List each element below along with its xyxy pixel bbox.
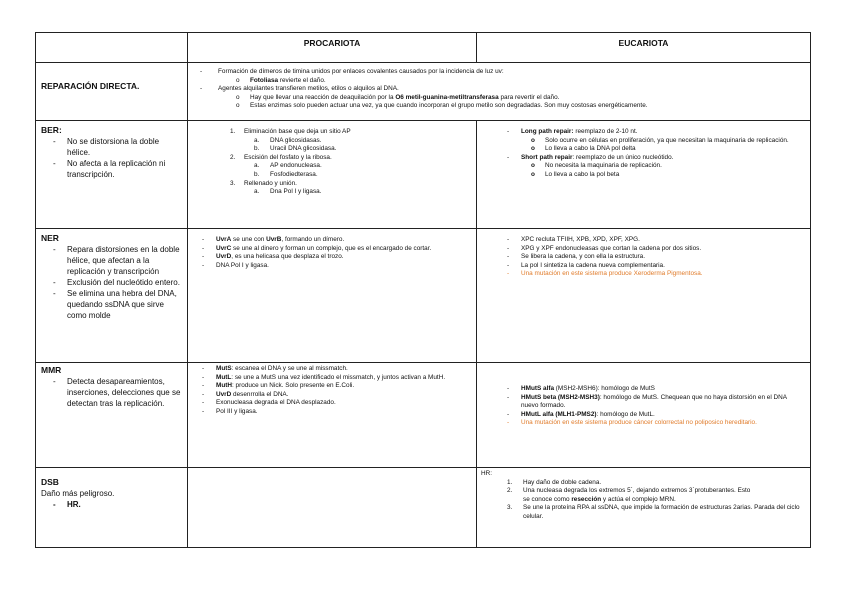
ner-euk-item: - La pol I sintetiza la cadena nueva complementaria. <box>507 261 665 269</box>
mmr-point: - Detecta desapareamientos, inserciones, delecciones que se detectan tras la replicación. <box>53 377 181 408</box>
ber-euk-sub: o Lo lleva a cabo la DNA pol delta <box>531 145 636 153</box>
mmr-euk-item: - HMutL alfa (MLH1-PMS2): homólogo de MutL. <box>507 410 655 418</box>
ner-euk-note: - Una mutación en este sistema produce Xeroderma Pigmentosa. <box>507 270 703 278</box>
ber-label-cell <box>36 121 188 229</box>
mmr-euk-note: - Una mutación en este sistema produce cáncer colorrectal no poliposico hereditario. <box>507 419 757 427</box>
mmr-euk-item: - HMutS beta (MSH2-MSH3): homólogo de MutS. Chequean que no haya distorsión en el DNA nuevo formado. <box>507 393 787 410</box>
direct-repair-label: REPARACIÓN DIRECTA. <box>41 81 140 91</box>
ner-point: - Se elimina una hebra del DNA, quedando ssDNA que sirve como molde <box>53 289 177 320</box>
ner-euk-item: - XPC recluta TFIIH, XPB, XPD, XPF, XPG. <box>507 236 640 243</box>
eukaryote-header: EUCARIOTA <box>477 33 811 63</box>
notes-table-page <box>35 32 810 568</box>
mmr-pro-item: - Exonucleasa degrada el DNA desplazado. <box>202 399 336 407</box>
mmr-euk-item: - HMutS alfa (MSH2-MSH6): homólogo de MutS <box>507 385 655 392</box>
ber-point: - No se distorsiona la doble hélice. <box>53 137 160 157</box>
ber-euk-item: - Short path repair: reemplazo de un único nucleótido. <box>507 153 674 161</box>
ber-pro-step: 1. Eliminación base que deja un sitio AP <box>230 128 351 135</box>
ber-prokaryote-cell <box>188 121 477 229</box>
ner-pro-item: - UvrD, es una helicasa que desplaza el trozo. <box>202 253 344 261</box>
dsb-euk-head: HR: <box>481 470 493 477</box>
prokaryote-header: PROCARIOTA <box>188 33 477 63</box>
ner-euk-item: - XPG y XPF endonucleasas que cortan la cadena por dos sitios. <box>507 244 702 252</box>
mmr-pro-item: - MutH: produce un Nick. Solo presente en E.Coli. <box>202 382 355 390</box>
ber-euk-sub: o No necesita la maquinaria de replicación. <box>531 162 662 170</box>
dsb-point: - HR. <box>53 500 81 509</box>
ner-prokaryote-cell <box>188 229 477 363</box>
dsb-eukaryote-cell <box>477 468 811 548</box>
dsb-prokaryote-cell <box>188 468 477 548</box>
mmr-pro-item: - MutL: se une a MutS una vez identificado el missmatch, y juntos activan a MutH. <box>202 373 446 381</box>
ber-pro-step: 2. Escisión del fosfato y la ribosa. <box>230 153 332 161</box>
ner-pro-item: - DNA Pol I y ligasa. <box>202 261 269 269</box>
mmr-pro-item: - UvrD desenrrolla el DNA. <box>202 390 289 398</box>
ber-pro-sub: a. Dna Pol I y ligasa. <box>254 188 322 196</box>
ber-eukaryote-cell <box>477 121 811 229</box>
direct-line: - Formación de dímeros de timina unidos por enlaces covalentes causados por la incidencia de luz uv: <box>200 68 504 75</box>
dna-repair-table <box>35 32 811 548</box>
ber-pro-sub: a. DNA glicosidasas. <box>254 136 322 144</box>
direct-repair-row <box>36 63 811 121</box>
mmr-pro-item: - MutS: escanea el DNA y se une al missmatch. <box>202 365 348 372</box>
dsb-row <box>36 468 811 548</box>
ner-point: - Repara distorsiones en la doble hélice, que afectan a la replicación y transcripción <box>53 245 180 276</box>
dsb-title: DSB <box>41 477 59 487</box>
dsb-euk-step: 1. Hay daño de doble cadena. <box>507 478 602 486</box>
ner-pro-item: - UvrA se une con UvrB, formando un dímero. <box>202 236 345 243</box>
dsb-euk-step: 2. Una nucleasa degrada los extremos 5´, dejando extremos 3´protuberantes. Esto se conoce como resección y actúa el complejo MRN. <box>507 487 751 503</box>
ber-euk-sub: o Lo lleva a cabo la pol beta <box>531 170 620 178</box>
mmr-row <box>36 363 811 468</box>
ner-label-cell <box>36 229 188 363</box>
dsb-label-cell <box>36 468 188 548</box>
dsb-euk-step: 3. Se une la proteína RPA al ssDNA, que impide la formación de estructuras 2arias. Parada del ciclo celular. <box>507 504 800 520</box>
ber-pro-step: 3. Rellenado y unión. <box>230 179 297 187</box>
corner-cell <box>36 33 188 63</box>
ber-pro-sub: a. AP endonucleasa. <box>254 162 322 170</box>
ber-euk-item: - Long path repair: reemplazo de 2-10 nt. <box>507 128 638 135</box>
direct-line: o Hay que llevar una reacción de deaquilación por la O6 metil-guanina-metiltransferasa para revertir el daño. <box>236 93 560 101</box>
mmr-pro-item: - Pol III y ligasa. <box>202 407 258 415</box>
direct-line: - Agentes alquilantes transfieren metilos, etilos o alquilos al DNA. <box>200 85 399 93</box>
mmr-eukaryote-cell <box>477 363 811 468</box>
dsb-subtitle: Daño más peligroso. <box>41 489 115 498</box>
direct-line: o Fotoliasa revierte el daño. <box>236 76 326 84</box>
ner-title: NER <box>41 233 59 243</box>
mmr-label-cell <box>36 363 188 468</box>
ber-title: BER: <box>41 125 62 135</box>
mmr-prokaryote-cell <box>188 363 477 468</box>
mmr-title: MMR <box>41 365 62 375</box>
ber-pro-sub: b. Fosfodiedterasa. <box>254 170 318 178</box>
ner-euk-item: - Se libera la cadena, y con ella la estructura. <box>507 253 645 261</box>
ner-row <box>36 229 811 363</box>
direct-line: o Estas enzimas solo pueden actuar una vez, ya que cuando incorporan el grupo metilo son degradadas. Son muy costosas energéticamente. <box>236 102 648 110</box>
ber-euk-sub: o Solo ocurre en células en proliferación, ya que necesitan la maquinaria de replicación. <box>531 136 789 144</box>
direct-repair-label-cell <box>36 63 188 121</box>
ner-pro-item: - UvrC se une al dinero y forman un complejo, que es el encargado de cortar. <box>202 244 432 252</box>
header-row <box>36 33 811 63</box>
ber-point: - No afecta a la replicación ni transcripción. <box>53 159 166 179</box>
direct-repair-content <box>188 63 811 121</box>
ber-pro-sub: b. Uracil DNA glicosidasa. <box>254 145 337 153</box>
ner-eukaryote-cell <box>477 229 811 363</box>
ner-point: - Exclusión del nucleótido entero. <box>53 278 180 287</box>
ber-row <box>36 121 811 229</box>
